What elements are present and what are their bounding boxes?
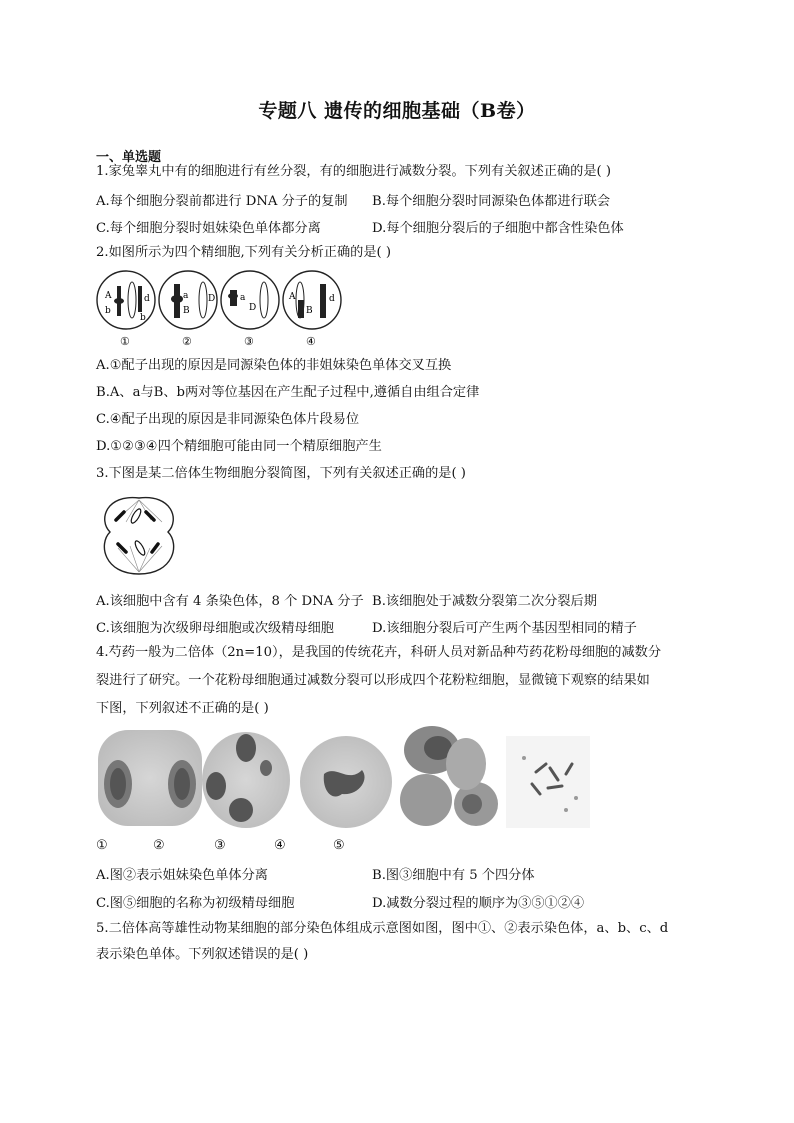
sperm-cell-4: [283, 271, 341, 329]
q1-option-d: D.每个细胞分裂后的子细胞中都含性染色体: [372, 221, 624, 236]
micrograph-3: [300, 736, 392, 828]
q3-stem: 3.下图是某二倍体生物细胞分裂简图，下列有关叙述正确的是( ): [96, 466, 466, 481]
micrograph-2: [202, 732, 290, 828]
micrograph-label-1: ①: [96, 838, 108, 853]
gene-label-a: a: [183, 291, 189, 301]
q4-stem-line-2: 裂进行了研究。一个花粉母细胞通过减数分裂可以形成四个花粉粒细胞，显微镜下观察的结果如: [96, 673, 650, 688]
q3-option-b: B.该细胞处于减数分裂第二次分裂后期: [372, 594, 597, 609]
section-heading: 一、单选题: [96, 150, 162, 165]
cell-label-3: ③: [244, 335, 254, 348]
q1-option-b: B.每个细胞分裂时同源染色体都进行联会: [372, 194, 611, 209]
gene-label-d: d: [144, 294, 150, 304]
gene-label-B-2: B: [306, 306, 313, 316]
q2-option-b: B.A、a与B、b两对等位基因在产生配子过程中,遵循自由组合定律: [96, 385, 480, 400]
q1-option-c: C.每个细胞分裂时姐妹染色单体都分离: [96, 221, 321, 236]
q4-option-a: A.图②表示姐妹染色单体分离: [96, 868, 268, 883]
q3-option-a: A.该细胞中含有 4 条染色体，8 个 DNA 分子: [96, 594, 364, 609]
cell-label-2: ②: [182, 335, 192, 348]
q1-option-a: A.每个细胞分裂前都进行 DNA 分子的复制: [96, 194, 348, 209]
micrograph-strip: [96, 724, 592, 830]
q2-option-a: A.①配子出现的原因是同源染色体的非姐妹染色单体交叉互换: [96, 358, 452, 373]
sperm-cells-figure: [96, 268, 346, 350]
q4-option-c: C.图⑤细胞的名称为初级精母细胞: [96, 896, 295, 911]
q5-stem-line-2: 表示染色单体。下列叙述错误的是( ): [96, 947, 309, 962]
q4-stem-line-3: 下图，下列叙述不正确的是( ): [96, 701, 269, 716]
page-title: 专题八 遗传的细胞基础（B卷）: [258, 100, 536, 122]
gene-label-D-2: D: [249, 303, 257, 313]
micrograph-1: [98, 730, 202, 826]
q4-stem-line-1: 4.芍药一般为二倍体（2n=10），是我国的传统花卉，科研人员对新品种芍药花粉母细胞的减数分: [96, 645, 662, 660]
q4-option-b: B.图③细胞中有 5 个四分体: [372, 868, 535, 883]
gene-label-d-2: d: [329, 294, 335, 304]
cell-label-4: ④: [306, 335, 316, 348]
q2-option-d: D.①②③④四个精细胞可能由同一个精原细胞产生: [96, 439, 382, 454]
cell-division-figure: [96, 490, 182, 580]
gene-label-a-2: a: [240, 293, 246, 303]
q3-option-c: C.该细胞为次级卵母细胞或次级精母细胞: [96, 621, 334, 636]
gene-label-b: b: [105, 306, 111, 316]
gene-label-b-2: b: [140, 313, 146, 323]
gene-label-A-2: A: [289, 292, 296, 302]
sperm-cell-2: [159, 271, 217, 329]
sperm-cell-3: [221, 271, 279, 329]
q2-option-c: C.④配子出现的原因是非同源染色体片段易位: [96, 412, 360, 427]
q1-stem: 1.家兔睾丸中有的细胞进行有丝分裂，有的细胞进行减数分裂。下列有关叙述正确的是( ): [96, 164, 611, 179]
micrograph-label-4: ④: [274, 838, 286, 853]
micrograph-label-3: ③: [214, 838, 226, 853]
q3-option-d: D.该细胞分裂后可产生两个基因型相同的精子: [372, 621, 637, 636]
micrograph-5: [506, 736, 590, 828]
q2-stem: 2.如图所示为四个精细胞,下列有关分析正确的是( ): [96, 245, 392, 260]
gene-label-D: D: [208, 294, 216, 304]
micrograph-label-5: ⑤: [333, 838, 345, 853]
micrograph-4: [400, 726, 498, 826]
q5-stem-line-1: 5.二倍体高等雄性动物某细胞的部分染色体组成示意图如图，图中①、②表示染色体，a、b、c、d: [96, 921, 669, 936]
sperm-cell-1: [97, 271, 155, 329]
gene-label-B: B: [183, 306, 190, 316]
gene-label-A: A: [105, 291, 112, 301]
q4-option-d: D.减数分裂过程的顺序为③⑤①②④: [372, 896, 585, 911]
micrograph-label-2: ②: [153, 838, 165, 853]
cell-label-1: ①: [120, 335, 130, 348]
